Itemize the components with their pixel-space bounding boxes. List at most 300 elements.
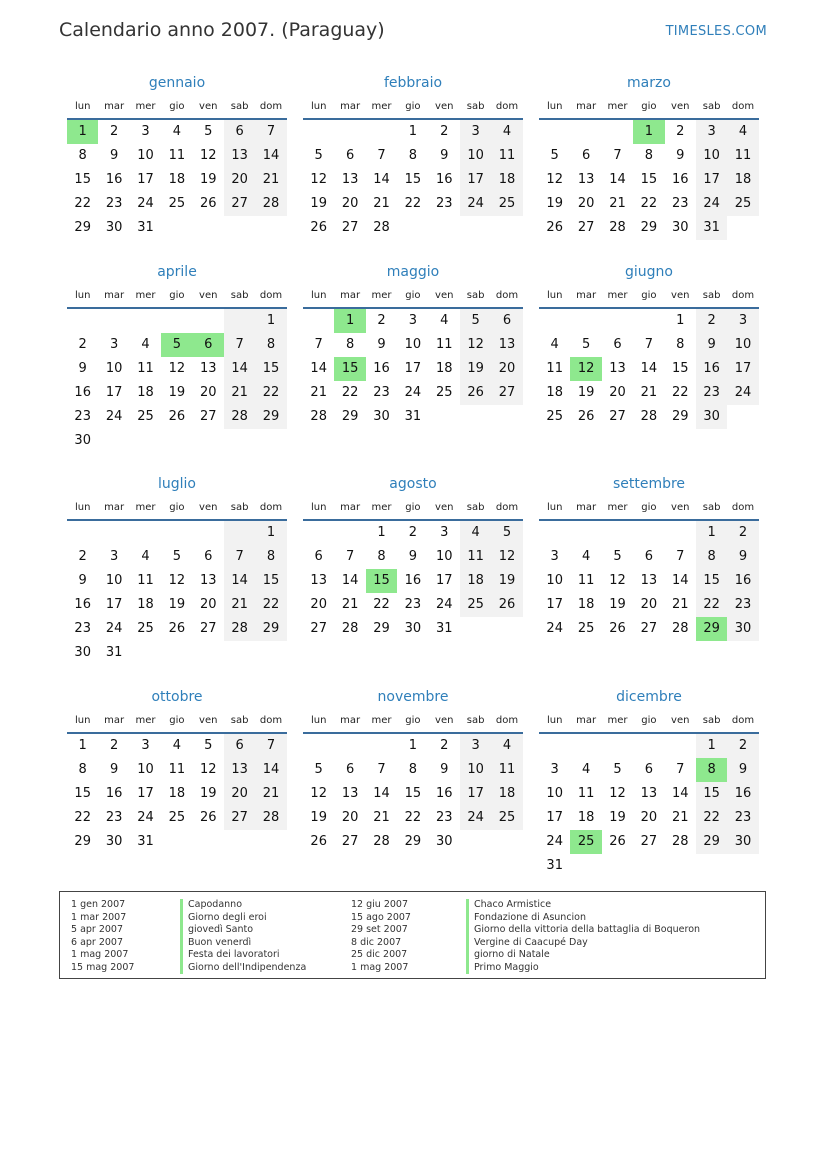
empty-cell: [570, 120, 601, 144]
day-cell: 26: [168, 621, 186, 636]
empty-cell: [539, 521, 570, 545]
day-cell: 3: [408, 313, 417, 328]
day-cell: 10: [546, 786, 563, 801]
holiday-name: Giorno della vittoria della battaglia di Boqueron: [466, 924, 700, 937]
day-cell: 3: [550, 549, 559, 564]
month-gennaio: [67, 70, 287, 240]
day-cell: 22: [373, 597, 390, 612]
weekday-header: [67, 497, 287, 521]
day-cell: 16: [404, 573, 422, 588]
day-grid: [67, 521, 287, 665]
day-cell: 10: [137, 762, 154, 777]
weekday-label: gio: [405, 715, 421, 726]
day-cell: 31: [137, 834, 154, 849]
day-grid: [539, 120, 759, 240]
day-cell: 1: [696, 521, 727, 545]
day-cell: 2: [440, 738, 449, 753]
day-cell: 1: [408, 124, 417, 139]
day-cell: 2: [676, 124, 685, 139]
weekday-label: mar: [340, 290, 361, 301]
day-cell: 31: [137, 220, 154, 235]
day-cell: 11: [137, 573, 154, 588]
day-cell: 15: [696, 782, 727, 806]
empty-cell: [602, 521, 633, 545]
day-cell: 28: [310, 409, 327, 424]
day-cell: 13: [491, 333, 522, 357]
day-cell: 17: [105, 385, 123, 400]
day-cell: 9: [377, 337, 386, 352]
day-cell: 24: [727, 381, 758, 405]
holiday-date: 6 apr 2007: [71, 936, 124, 948]
day-cell: 21: [671, 810, 689, 825]
day-cell: 13: [640, 573, 658, 588]
weekday-label: dom: [731, 290, 755, 301]
empty-cell: [665, 734, 696, 758]
day-cell: 21: [373, 810, 390, 825]
day-cell: 25: [546, 409, 563, 424]
day-cell: 7: [377, 762, 386, 777]
day-cell: 23: [105, 810, 123, 825]
day-cell: 14: [255, 144, 286, 168]
day-cell: 22: [255, 381, 286, 405]
weekday-label: mar: [104, 502, 125, 513]
day-cell: 13: [341, 786, 359, 801]
day-cell: 18: [137, 597, 154, 612]
month-name: agosto: [389, 476, 437, 492]
day-cell: 12: [310, 172, 327, 187]
day-cell: 4: [491, 734, 522, 758]
day-cell: 28: [671, 834, 689, 849]
day-cell: 18: [491, 782, 522, 806]
empty-cell: [633, 521, 664, 545]
weekday-label: mer: [607, 715, 628, 726]
weekday-label: gio: [169, 715, 185, 726]
holiday-dates-right: [351, 899, 411, 974]
day-cell: 2: [109, 738, 119, 753]
weekday-label: sab: [466, 715, 485, 726]
day-cell: 5: [314, 762, 323, 777]
day-cell: 26: [609, 834, 626, 849]
empty-cell: [303, 521, 334, 545]
day-cell: 24: [105, 621, 123, 636]
empty-cell: [570, 734, 601, 758]
month-luglio: [67, 471, 287, 665]
day-cell: 9: [78, 361, 87, 376]
day-cell: 25: [137, 409, 154, 424]
day-cell: 6: [581, 148, 591, 163]
day-cell: 26: [609, 621, 626, 636]
day-cell: 2: [109, 124, 119, 139]
day-cell: 21: [224, 593, 255, 617]
holiday-name: Vergine di Caacupé Day: [466, 937, 700, 950]
empty-cell: [366, 120, 397, 144]
day-cell: 2: [727, 734, 758, 758]
day-cell: 12: [491, 545, 522, 569]
day-cell: 28: [224, 405, 255, 429]
month-name: dicembre: [616, 689, 682, 705]
day-cell: 17: [727, 357, 758, 381]
day-cell: 4: [141, 337, 150, 352]
weekday-label: gio: [641, 101, 657, 112]
day-cell: 12: [199, 148, 217, 163]
day-cell: 14: [224, 357, 255, 381]
weekday-label: sab: [466, 502, 485, 513]
day-cell: 30: [671, 220, 689, 235]
day-cell: 22: [404, 810, 422, 825]
day-cell: 3: [109, 549, 119, 564]
empty-cell: [334, 120, 365, 144]
day-cell: 27: [577, 220, 595, 235]
day-cell: 23: [727, 806, 758, 830]
day-cell: 19: [609, 810, 626, 825]
holiday-day-cell: 29: [696, 617, 727, 641]
weekday-label: mer: [135, 101, 156, 112]
empty-cell: [98, 521, 129, 545]
month-agosto: [303, 471, 523, 641]
day-grid: [539, 734, 759, 878]
day-cell: 26: [168, 409, 186, 424]
weekday-label: ven: [199, 101, 218, 112]
day-cell: 13: [577, 172, 595, 187]
day-cell: 29: [640, 220, 658, 235]
day-cell: 10: [460, 144, 491, 168]
day-cell: 24: [404, 385, 422, 400]
day-cell: 20: [341, 810, 359, 825]
empty-cell: [130, 309, 161, 333]
day-cell: 4: [172, 124, 181, 139]
day-cell: 20: [224, 782, 255, 806]
day-cell: 1: [255, 309, 286, 333]
day-cell: 29: [255, 405, 286, 429]
weekday-label: lun: [310, 502, 327, 513]
day-cell: 23: [74, 409, 91, 424]
day-cell: 16: [696, 357, 727, 381]
day-cell: 17: [105, 597, 123, 612]
day-cell: 27: [310, 621, 327, 636]
day-cell: 11: [137, 361, 154, 376]
weekday-label: ven: [435, 290, 454, 301]
holiday-date: 1 mag 2007: [351, 961, 409, 973]
day-cell: 2: [408, 525, 417, 540]
day-cell: 17: [546, 597, 563, 612]
weekday-label: mar: [104, 101, 125, 112]
weekday-label: lun: [74, 290, 91, 301]
weekday-label: lun: [310, 290, 327, 301]
day-cell: 4: [440, 313, 449, 328]
day-cell: 3: [727, 309, 758, 333]
holiday-name: giorno di Natale: [466, 949, 700, 962]
empty-cell: [633, 734, 664, 758]
weekday-label: lun: [310, 715, 327, 726]
day-cell: 1: [676, 313, 685, 328]
day-cell: 26: [460, 381, 491, 405]
weekday-header: [67, 285, 287, 309]
day-cell: 2: [377, 313, 386, 328]
day-cell: 31: [404, 409, 422, 424]
day-cell: 22: [341, 385, 359, 400]
day-cell: 2: [727, 521, 758, 545]
weekday-label: ven: [671, 101, 690, 112]
brand-logo[interactable]: TIMESLES.COM: [665, 24, 767, 39]
day-cell: 27: [609, 409, 626, 424]
weekday-label: gio: [641, 290, 657, 301]
weekday-label: lun: [546, 715, 563, 726]
day-cell: 23: [74, 621, 91, 636]
day-cell: 10: [137, 148, 154, 163]
day-cell: 19: [310, 810, 327, 825]
holiday-names-left: [180, 899, 306, 974]
day-cell: 9: [727, 545, 758, 569]
day-cell: 4: [141, 549, 150, 564]
holiday-date: 29 set 2007: [351, 924, 408, 935]
day-cell: 12: [199, 762, 217, 777]
day-cell: 27: [341, 220, 359, 235]
empty-cell: [334, 521, 365, 545]
weekday-label: ven: [199, 502, 218, 513]
weekday-label: mer: [135, 715, 156, 726]
day-cell: 9: [78, 573, 87, 588]
day-cell: 6: [644, 762, 653, 777]
day-cell: 5: [204, 124, 213, 139]
day-cell: 14: [609, 172, 626, 187]
day-cell: 27: [341, 834, 359, 849]
day-cell: 6: [613, 337, 622, 352]
weekday-label: ven: [671, 502, 690, 513]
day-cell: 24: [105, 409, 123, 424]
day-cell: 11: [168, 762, 186, 777]
holiday-date: 25 dic 2007: [351, 949, 408, 960]
day-cell: 21: [224, 381, 255, 405]
day-cell: 6: [345, 762, 355, 777]
month-name: febbraio: [383, 75, 443, 91]
day-cell: 15: [74, 786, 91, 801]
weekday-label: mar: [576, 715, 597, 726]
weekday-label: dom: [731, 502, 755, 513]
month-name: settembre: [612, 476, 686, 492]
day-cell: 9: [696, 333, 727, 357]
day-cell: 14: [671, 786, 689, 801]
day-cell: 28: [609, 220, 626, 235]
day-cell: 15: [696, 569, 727, 593]
day-cell: 3: [141, 738, 150, 753]
day-cell: 30: [727, 617, 758, 641]
weekday-label: mer: [607, 290, 628, 301]
day-cell: 5: [613, 762, 622, 777]
day-cell: 25: [727, 192, 758, 216]
holiday-day-cell: 5: [161, 333, 192, 357]
day-cell: 24: [435, 597, 453, 612]
day-grid: [539, 521, 759, 641]
day-cell: 20: [199, 385, 217, 400]
weekday-label: lun: [546, 290, 563, 301]
day-cell: 28: [224, 617, 255, 641]
weekday-label: mar: [340, 715, 361, 726]
day-cell: 23: [404, 597, 422, 612]
weekday-label: mar: [104, 290, 125, 301]
day-grid: [303, 734, 523, 854]
day-cell: 21: [310, 385, 327, 400]
weekday-label: dom: [495, 290, 519, 301]
month-ottobre: [67, 684, 287, 854]
weekday-label: dom: [259, 290, 283, 301]
day-cell: 30: [435, 834, 453, 849]
day-cell: 25: [435, 385, 453, 400]
day-grid: [67, 120, 287, 240]
day-cell: 16: [105, 172, 123, 187]
empty-cell: [193, 309, 224, 333]
weekday-label: dom: [731, 715, 755, 726]
day-cell: 23: [727, 593, 758, 617]
day-cell: 12: [310, 786, 327, 801]
day-cell: 30: [105, 220, 123, 235]
day-cell: 28: [341, 621, 359, 636]
day-cell: 5: [460, 309, 491, 333]
day-cell: 17: [546, 810, 563, 825]
day-cell: 10: [435, 549, 453, 564]
day-cell: 29: [696, 830, 727, 854]
holiday-day-cell: 1: [67, 120, 98, 144]
page-title: Calendario anno 2007. (Paraguay): [59, 19, 385, 41]
day-cell: 11: [577, 786, 595, 801]
day-cell: 21: [341, 597, 359, 612]
day-cell: 19: [199, 172, 217, 187]
day-cell: 29: [404, 834, 422, 849]
weekday-label: ven: [435, 101, 454, 112]
day-cell: 9: [676, 148, 685, 163]
weekday-label: sab: [230, 101, 249, 112]
day-cell: 26: [199, 196, 217, 211]
day-cell: 9: [727, 758, 758, 782]
day-cell: 15: [671, 361, 689, 376]
day-cell: 16: [727, 569, 758, 593]
weekday-label: dom: [495, 715, 519, 726]
day-cell: 25: [491, 192, 522, 216]
day-cell: 22: [404, 196, 422, 211]
day-cell: 29: [74, 834, 91, 849]
day-cell: 4: [581, 549, 591, 564]
empty-cell: [602, 734, 633, 758]
day-cell: 19: [491, 569, 522, 593]
day-cell: 20: [640, 597, 658, 612]
day-cell: 23: [435, 196, 453, 211]
weekday-label: mer: [135, 290, 156, 301]
day-cell: 21: [373, 196, 390, 211]
day-cell: 6: [224, 734, 255, 758]
weekday-label: dom: [259, 715, 283, 726]
day-cell: 15: [640, 172, 658, 187]
day-grid: [67, 734, 287, 854]
day-cell: 8: [377, 549, 386, 564]
day-cell: 10: [546, 573, 563, 588]
day-cell: 23: [105, 196, 123, 211]
weekday-label: gio: [405, 502, 421, 513]
day-cell: 28: [671, 621, 689, 636]
day-cell: 20: [609, 385, 626, 400]
holiday-name: Primo Maggio: [466, 962, 700, 975]
weekday-label: ven: [671, 715, 690, 726]
empty-cell: [67, 521, 98, 545]
holiday-name: Chaco Armistice: [466, 899, 700, 912]
month-giugno: [539, 259, 759, 429]
weekday-label: sab: [230, 502, 249, 513]
empty-cell: [161, 309, 192, 333]
weekday-label: sab: [466, 101, 485, 112]
day-cell: 11: [491, 144, 522, 168]
day-cell: 28: [373, 220, 390, 235]
day-cell: 3: [696, 120, 727, 144]
day-cell: 14: [373, 786, 390, 801]
day-cell: 13: [310, 573, 327, 588]
weekday-label: gio: [169, 290, 185, 301]
day-cell: 10: [404, 337, 422, 352]
empty-cell: [161, 521, 192, 545]
day-cell: 10: [696, 144, 727, 168]
day-cell: 16: [435, 786, 453, 801]
day-cell: 18: [546, 385, 563, 400]
day-cell: 23: [671, 196, 689, 211]
day-cell: 12: [546, 172, 563, 187]
empty-cell: [602, 309, 633, 333]
empty-cell: [193, 521, 224, 545]
day-cell: 1: [377, 525, 386, 540]
day-cell: 8: [696, 545, 727, 569]
day-cell: 20: [491, 357, 522, 381]
day-cell: 24: [137, 810, 154, 825]
day-cell: 8: [255, 333, 286, 357]
day-cell: 7: [377, 148, 386, 163]
day-cell: 28: [255, 806, 286, 830]
holiday-day-cell: 1: [334, 309, 365, 333]
day-cell: 26: [577, 409, 595, 424]
month-febbraio: [303, 70, 523, 240]
empty-cell: [539, 120, 570, 144]
day-cell: 19: [546, 196, 563, 211]
weekday-label: sab: [702, 290, 721, 301]
weekday-label: lun: [546, 101, 563, 112]
day-cell: 17: [404, 361, 422, 376]
day-cell: 18: [577, 810, 595, 825]
empty-cell: [539, 309, 570, 333]
holiday-list: [59, 891, 766, 979]
day-cell: 30: [74, 433, 91, 448]
weekday-label: lun: [74, 502, 91, 513]
day-cell: 27: [224, 192, 255, 216]
holiday-date: 8 dic 2007: [351, 936, 402, 948]
day-cell: 10: [105, 573, 123, 588]
day-cell: 11: [546, 361, 563, 376]
day-cell: 7: [224, 333, 255, 357]
day-cell: 22: [74, 196, 91, 211]
day-cell: 9: [440, 148, 449, 163]
day-cell: 19: [168, 597, 186, 612]
weekday-label: sab: [466, 290, 485, 301]
day-cell: 18: [435, 361, 453, 376]
weekday-label: mar: [576, 290, 597, 301]
weekday-label: ven: [435, 502, 454, 513]
day-cell: 7: [314, 337, 323, 352]
empty-cell: [366, 734, 397, 758]
month-name: ottobre: [151, 689, 203, 705]
day-cell: 12: [460, 333, 491, 357]
empty-cell: [303, 734, 334, 758]
day-cell: 9: [440, 762, 449, 777]
month-settembre: [539, 471, 759, 641]
month-name: marzo: [627, 75, 671, 91]
weekday-header: [303, 285, 523, 309]
day-cell: 8: [676, 337, 685, 352]
day-cell: 15: [404, 786, 422, 801]
month-dicembre: [539, 684, 759, 878]
